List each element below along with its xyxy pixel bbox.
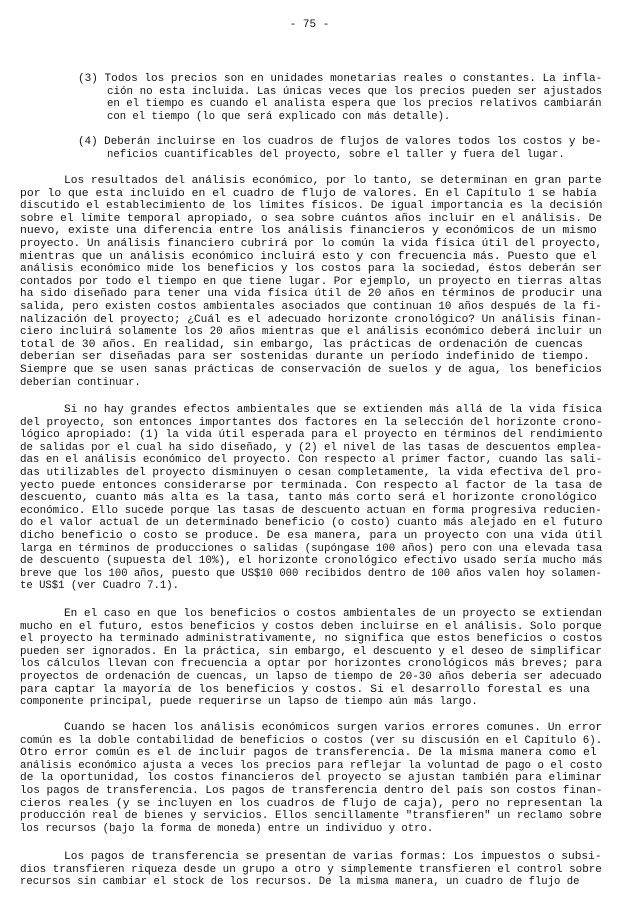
text-line-content: de salidas por el cual ha sido diseñado, y (2) el nivel de las tasas de descuentos emplea- [20, 441, 602, 454]
text-line-content: deberían ser diseñadas para ser sostenidas durante un período indefinido de tiempo. [20, 351, 590, 364]
text-line-content: por lo que esta incluido en el cuadro de flujo de valores. En el Capítulo 1 se había [20, 187, 597, 200]
text-line-content: el proyecto ha terminado administrativamente, no significa que estos beneficios o costos [20, 633, 602, 646]
text-line-content: (4) Deberán incluirse en los cuadros de flujos de valores todos los costos y be- [78, 136, 602, 148]
paragraph-discount-rate [20, 404, 602, 593]
text-line [20, 747, 602, 760]
text-line [20, 288, 602, 301]
text-line-content: te US$1 (ver Cuadro 7.1). [20, 580, 179, 593]
text-line [20, 442, 602, 455]
paragraph-transfer-payments [20, 851, 602, 889]
text-line [20, 760, 602, 773]
text-line [20, 684, 602, 697]
text-line [20, 658, 602, 671]
paragraph-common-errors [20, 722, 602, 835]
text-line-content: Cuando se hacen los análisis económicos surgen varios errores comunes. Un error [64, 722, 602, 734]
text-line-content: recursos sin cambiar el stock de los recursos. De la misma manera, un cuadro de flujo de [20, 876, 580, 889]
text-line [20, 467, 602, 480]
text-line-content: Los resultados del análisis económico, por lo tanto, se determinan en gran parte [64, 175, 602, 187]
text-line [20, 364, 602, 377]
text-line [20, 326, 602, 339]
text-line-content: pueden ser ignorados. En la práctica, sin embargo, el descuento y el deseo de simplificar [20, 645, 602, 658]
text-line-content: breve que los 100 años, puesto que US$10 000 recibidos dentro de 100 años valen hoy solamen- [20, 567, 602, 580]
text-line-content: para captar la mayoría de los beneficios y costos. Si el desarrollo forestal es una [20, 683, 590, 696]
text-line-content: en el tiempo es cuando el analista espera que los precios relativos cambiarán [107, 98, 602, 111]
text-line-content: componente principal, puede requerirse un lapso de tiempo aún más largo. [20, 696, 478, 709]
text-line-content: dicho beneficio o costo se produce. De esa manera, para un proyecto con una vida útil [20, 529, 602, 542]
text-line-content: deberían continuar. [20, 376, 141, 389]
text-line [20, 149, 602, 162]
text-line [20, 225, 602, 238]
text-line [20, 136, 602, 149]
text-line-content: análisis económico mide los beneficios y los costos para la sociedad, éstos deberán ser [20, 263, 602, 276]
paragraph-environmental-effects [20, 608, 602, 709]
text-line-content: ha sido diseñado para tener una vida física útil de 20 años en términos de producir una [20, 288, 602, 301]
text-line-content: Otro error común es el de incluir pagos de transferencia. De la misma manera como el [20, 747, 597, 760]
text-line [20, 480, 602, 493]
text-line-content: análisis económico ajusta a veces los precios para reflejar la voluntad de pago o el costo [20, 759, 602, 772]
text-line-content: ciero incluirá solamente los 20 años mientras que el análisis económico deberá incluir un [20, 326, 602, 339]
text-line [20, 73, 602, 86]
page-number: - 75 - [289, 19, 330, 31]
text-line-content: nuevo, existe una diferencia entre los análisis financieros y económicos de un mismo [20, 225, 597, 238]
text-line [20, 492, 602, 505]
text-line-content: mucho en el futuro, estos beneficios y costos deben incluirse en el análisis. Solo porque [20, 620, 602, 633]
text-line-content: neficios cuantificables del proyecto, sobre el taller y fuera del lugar. [107, 148, 565, 161]
text-line [20, 200, 602, 213]
text-line [20, 633, 602, 646]
text-line-content: Siempre que se usen sanas prácticas de conservación de suelos y de agua, los beneficios [20, 363, 602, 376]
text-line [20, 251, 602, 264]
text-line-content: lógico apropiado: (1) la vida útil esperada para el proyecto en términos del rendimiento [20, 429, 602, 442]
text-line-content: cieros reales (y se incluyen en los cuadros de flujo de caja), pero no representan la [20, 797, 602, 810]
text-line [20, 263, 602, 276]
text-line-content: En el caso en que los beneficios o costos ambientales de un proyecto se extiendan [64, 608, 602, 620]
text-line [20, 696, 602, 709]
text-line [20, 555, 602, 568]
list-item-4 [20, 136, 602, 161]
text-line-content: económico. Ello sucede porque las tasas de descuento actuan en forma progresiva reducien- [20, 504, 602, 517]
text-line [20, 864, 602, 877]
text-line [20, 876, 602, 889]
text-line-content: común es la doble contabilidad de beneficios o costos (ver su discusión en el Capítulo 6). [20, 734, 602, 747]
text-line-content: de descuento (supuesta del 10%), el horizonte cronológico efectivo usado sería mucho más [20, 555, 602, 568]
text-line-content: descuento, cuanto más alta es la tasa, tanto más corto será el horizonte cronológico [20, 492, 597, 505]
text-line-content: nalización del proyecto; ¿Cuál es el adecuado horizonte cronológico? Un análisis finan- [20, 313, 602, 326]
text-line [20, 404, 602, 417]
text-line-content: del proyecto, son entonces importantes dos factores en la selección del horizonte crono- [20, 416, 602, 429]
text-line [20, 568, 602, 581]
text-line-content: los pagos de transferencia. Los pagos de transferencia dentro del país son costos finan- [20, 784, 602, 797]
text-line [20, 454, 602, 467]
text-line-content: contados por todo el tiempo en que tiene lugar. Por ejemplo, un proyecto en tierras altas [20, 275, 602, 288]
text-line [20, 86, 602, 99]
text-line-content: proyecto. Un análisis financiero cubrirá por lo común la vida física útil del proyecto, [20, 237, 602, 250]
text-line [20, 772, 602, 785]
text-line-content: salida, pero existen costos ambientales asociados que continuan 10 años después de la fi- [20, 300, 602, 313]
text-line-content: do el valor actual de un determinado beneficio (o costo) cuanto más alejado en el futuro [20, 517, 602, 530]
text-line [20, 238, 602, 251]
text-line [20, 377, 602, 390]
text-line-content: producción real de bienes y servicios. Ellos sencillamente "transfieren" un reclamo sobre [20, 810, 602, 823]
text-line [20, 314, 602, 327]
text-line-content: discutido el establecimiento de los límites físicos. De igual importancia es la decisión [20, 200, 602, 213]
paragraph-time-horizon [20, 175, 602, 389]
text-line [20, 429, 602, 442]
text-line [20, 823, 602, 836]
text-line-content: yecto puede entonces considerarse por terminada. Con respecto al factor de la tasa de [20, 479, 602, 492]
text-line [20, 580, 602, 593]
text-line [20, 517, 602, 530]
text-line-content: ción no esta incluida. Las únicas veces que los precios pueden ser ajustados [107, 85, 602, 98]
text-line-content: Los pagos de transferencia se presentan de varias formas: Los impuestos o subsi- [64, 851, 602, 863]
text-line [20, 175, 602, 188]
text-line-content: proyectos de ordenación de cuencas, un lapso de tiempo de 20-30 años debería ser adecuado [20, 670, 602, 683]
text-line-content: de la oportunidad, los costos financieros del proyecto se ajustan también para eliminar [20, 772, 602, 785]
text-line [20, 735, 602, 748]
text-line [20, 417, 602, 430]
text-line [20, 646, 602, 659]
text-line [20, 530, 602, 543]
text-line [20, 111, 602, 124]
text-line [20, 798, 602, 811]
text-line-content: total de 30 años. En realidad, sin embargo, las prácticas de ordenación de cuencas [20, 338, 584, 351]
text-line-content: mientras que un análisis económico incluirá esto y con frecuencia más. Puesto que el [20, 250, 597, 263]
text-line-content: dios transfieren riqueza desde un grupo a otro y simplemente transfieren el control sobre [20, 863, 602, 876]
text-line [20, 188, 602, 201]
text-line [20, 213, 602, 226]
text-line [20, 671, 602, 684]
text-line [20, 608, 602, 621]
text-line-content: larga en términos de producciones o salidas (supóngase 100 años) pero con una elevada tasa [20, 542, 602, 555]
text-line [20, 98, 602, 111]
text-line [20, 505, 602, 518]
text-line [20, 351, 602, 364]
text-line-content: das utilizables del proyecto disminuyen o cesan completamente, la vida efectiva del pro- [20, 466, 602, 479]
text-line [20, 810, 602, 823]
list-item-3 [20, 73, 602, 123]
text-line-content: das en el análisis económico del proyecto. Con respecto al primer factor, cuando las sali- [20, 454, 602, 467]
text-line [20, 276, 602, 289]
text-line [20, 785, 602, 798]
text-line [20, 851, 602, 864]
text-line-content: sobre el límite temporal apropiado, o sea sobre cuántos años incluir en el análisis. De [20, 212, 602, 225]
text-line-content: (3) Todos los precios son en unidades monetarias reales o constantes. La infla- [78, 73, 602, 85]
text-line [20, 301, 602, 314]
text-line-content: los recursos (bajo la forma de moneda) entre un individuo y otro. [20, 822, 434, 835]
text-line [20, 722, 602, 735]
text-line [20, 339, 602, 352]
text-line-content: con el tiempo (lo que será explicado con más detalle). [107, 110, 451, 123]
text-line-content: Si no hay grandes efectos ambientales que se extienden más allá de la vida física [64, 404, 602, 416]
text-line [20, 621, 602, 634]
text-line-content: los cálculos llevan con frecuencia a optar por horizontes cronológicos más breves; para [20, 658, 602, 671]
text-line [20, 543, 602, 556]
